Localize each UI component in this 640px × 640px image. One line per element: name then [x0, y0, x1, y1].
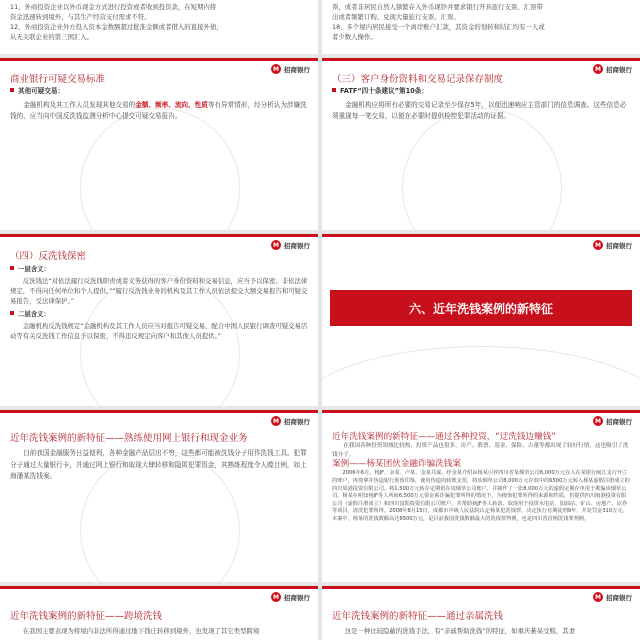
bank-logo: [271, 240, 310, 250]
bullet-icon: [10, 311, 14, 315]
slide-top-bar: [0, 234, 318, 237]
highlighted-text: 金额、频率、流向、性质: [135, 100, 208, 109]
slide-body: [10, 626, 308, 636]
slide-paragraph: 反洗钱法“对依法履行反洗钱职责或者义务获得的客户身份资料和交易信息，应当予以保密；非依法律规定，不得向任何单位和个人提供。”“履行反洗钱业务的机构及其工作人员依法提交大额交易报告和可疑交易报告，受法律保护。”: [10, 277, 308, 305]
slide-thumbnail-top-left[interactable]: [0, 0, 318, 54]
bank-logo-icon: M: [593, 592, 603, 602]
slide-subheading: FATF“四十条建议”第10条：: [332, 86, 630, 98]
text-line: 11、外商投资企业以外币现金方式进行投资或者收到投资款，在短期内将: [10, 3, 217, 11]
slide-thumbnail-cross-border[interactable]: [0, 586, 318, 640]
case-title: 案例——杨某团伙金融诈骗洗钱案: [332, 458, 461, 469]
bank-logo-text: 招商银行: [606, 417, 632, 426]
slide-thumbnail-relatives[interactable]: [322, 586, 640, 640]
slide-paragraph: 在我国主要表现为将境内非法所得通过地下钱庄转移到境外，也发现了其它类型跨境: [22, 627, 260, 635]
bank-logo: [271, 64, 310, 74]
bank-logo-text: 招商银行: [284, 241, 310, 250]
slide-body: [10, 448, 308, 483]
slide-text: [10, 2, 308, 42]
text-line: 12、外商投资企业外方投入资本金数额超过批准金额或者借入的直接外债，: [10, 23, 223, 31]
bank-logo-text: 招商银行: [284, 593, 310, 602]
slide-paragraph: 这是一种比较隐蔽的洗钱手法，有“亲戚帮助洗钱”的特征，如重庆綦某受贿，其妻: [344, 627, 576, 635]
slide-title: （三）客户身份资料和交易记录保存制度: [332, 74, 504, 85]
bank-logo: [271, 416, 310, 426]
slide-paragraph: 目前我国金融服务日益便利，各种金融产品层出不穷，这些都可能被洗钱分子用作洗钱工具。犯罪分子通过大量银行卡，并通过网上银行和取现大肆转移和隐匿犯罪资金，其熟练程度令人瞠目例，如上海潘某洗钱案。: [10, 449, 307, 480]
slide-body: [332, 626, 630, 636]
slide-thumbnail-section-divider[interactable]: [322, 234, 640, 406]
text-line: 资金迅速转到境外，与其生产经营支付需求不符。: [10, 13, 151, 21]
slide-top-bar: [322, 234, 640, 237]
bullet-icon: [10, 88, 14, 92]
watermark-decoration: [322, 346, 640, 406]
slide-thumbnail-top-right[interactable]: [322, 0, 640, 54]
text-line: 从无关联企业的第三国汇入。: [10, 33, 94, 41]
slide-paragraph: 在我国各种投资领域比较热，投资产品也很多，房产、股票、基金、保险、古董等都出现了较好行情，这也吸引了洗钱分子。: [332, 443, 629, 458]
text-line: 者少数人操作。: [332, 33, 377, 41]
bank-logo-icon: M: [593, 240, 603, 250]
text-line: 18、多个境内居民接受一个离岸账户汇款，其资金的划转和结汇均有一人或: [332, 23, 545, 31]
slide-thumbnail-investment-laundering[interactable]: [322, 410, 640, 582]
slide-top-bar: [322, 586, 640, 589]
text-line: 出或者频繁订购、兑现大量旅行支票、汇票。: [332, 13, 460, 21]
bank-logo-icon: M: [271, 64, 281, 74]
text-line: 票，或者非居民自然人频繁存入外币现钞并要求银行开具旅行支票、汇票带: [332, 3, 543, 11]
slide-title: 近年洗钱案例的新特征——通过亲属洗钱: [332, 611, 504, 622]
slide-subheading: 一层含义：: [10, 264, 308, 274]
slide-title: （四）反洗钱保密: [10, 251, 87, 262]
slide-paragraph: 金融机构反洗钱规定“金融机构及其工作人员应当对报告可疑交易、配合中国人民银行调查可疑交易活动等有关反洗钱工作信息予以保密，不得违反规定向客户和其他人员提供。”: [10, 322, 308, 340]
bank-logo-icon: M: [271, 592, 281, 602]
slide-title: 近年洗钱案例的新特征——通过各种投资，“迂洗钱边赚钱”: [332, 432, 556, 442]
slide-subheading: 二层含义：: [10, 309, 308, 319]
bank-logo-icon: M: [271, 416, 281, 426]
bank-logo: [593, 240, 632, 250]
section-banner: 六、近年洗钱案例的新特征: [330, 290, 632, 326]
slide-body: [10, 264, 308, 341]
bank-logo-text: 招商银行: [284, 417, 310, 426]
slide-title: 商业银行可疑交易标准: [10, 74, 106, 85]
slide-top-bar: [0, 58, 318, 61]
bank-logo-text: 招商银行: [606, 241, 632, 250]
slide-top-bar: [322, 410, 640, 413]
bank-logo: [593, 416, 632, 426]
watermark-decoration: [402, 108, 562, 230]
bank-logo-text: 招商银行: [284, 65, 310, 74]
slide-top-bar: [0, 586, 318, 589]
slide-thumbnail-suspicious-transactions[interactable]: [0, 58, 318, 230]
bank-logo: [593, 592, 632, 602]
slide-body: [332, 86, 630, 123]
slide-body: [332, 442, 630, 524]
slide-paragraph: 金融机构应将所有必要的交易记录至少保存5年，以便迅速响应主管部门的信息调查。这些信息必须重现每一笔交易，以便在必要时提供检控犯罪活动的证据。: [332, 100, 627, 120]
bullet-icon: [10, 266, 14, 270]
slide-thumbnail-confidentiality[interactable]: [0, 234, 318, 406]
bank-logo: [593, 64, 632, 74]
slide-body: [10, 86, 308, 123]
bullet-icon: [332, 88, 336, 92]
slide-text: [332, 2, 630, 42]
watermark-decoration: [80, 108, 240, 230]
slide-subheading: 其他可疑交易：: [10, 86, 308, 98]
slide-thumbnail-record-keeping[interactable]: [322, 58, 640, 230]
bank-logo: [271, 592, 310, 602]
slide-thumbnail-online-banking[interactable]: [0, 410, 318, 582]
case-paragraph: 2006年6月，杨JF、余某、卢某、金某共谋，经金某介绍由杨某引荐四川省某烟草公司8,000万元存入在某银行闽江支行开立的账户，再倚拿并伪造银行预留印鉴，使用伪造的转账支票，将该烟草公司8,000万元存款中的6500万元转入杨某虚假注册成立的四川周港投资有限公司。将1,500万元转存定期留在该烟草公司账户，并制作了一张8,000万元的虚假定期存单用于欺骗该烟草公司。杨某在明知杨JF等人所转6,500万元资金系诈骗犯罪所得的情况下，为掩饰犯罪所得的来源和性质，仍提供四川闽港投资有限公司（虚假注册成立）和四川富阳投资有限公司账户，并帮助杨JF等人转款，取现用于投资水电站、加油站、矿山、房地产、证券等项目，清洗犯罪所得。2008年8月15日，成都市中级人民法院认定杨某犯洗钱罪，决定执行有期徒刑9年，并处罚金310万元。本案中，杨某的洗钱数额高达6500万元，是目前我国洗钱数额最大的洗钱罪判例，也是四川省首例洗钱罪判例。: [332, 470, 630, 522]
slide-title: 近年洗钱案例的新特征——熟练使用网上银行和现金业务: [10, 433, 248, 444]
bank-logo-icon: M: [593, 64, 603, 74]
bank-logo-text: 招商银行: [606, 593, 632, 602]
slide-title: 近年洗钱案例的新特征——跨境洗钱: [10, 611, 163, 622]
slide-paragraph: 金融机构及其工作人员发现其他交易的金额、频率、流向、性质等有异常情形，经分析认为涉嫌洗钱的，应当向中国反洗钱监测分析中心提交可疑交易报告。: [10, 100, 307, 120]
bank-logo-icon: M: [271, 240, 281, 250]
bank-logo-icon: M: [593, 416, 603, 426]
slide-top-bar: [0, 410, 318, 413]
bank-logo-text: 招商银行: [606, 65, 632, 74]
slide-top-bar: [322, 58, 640, 61]
